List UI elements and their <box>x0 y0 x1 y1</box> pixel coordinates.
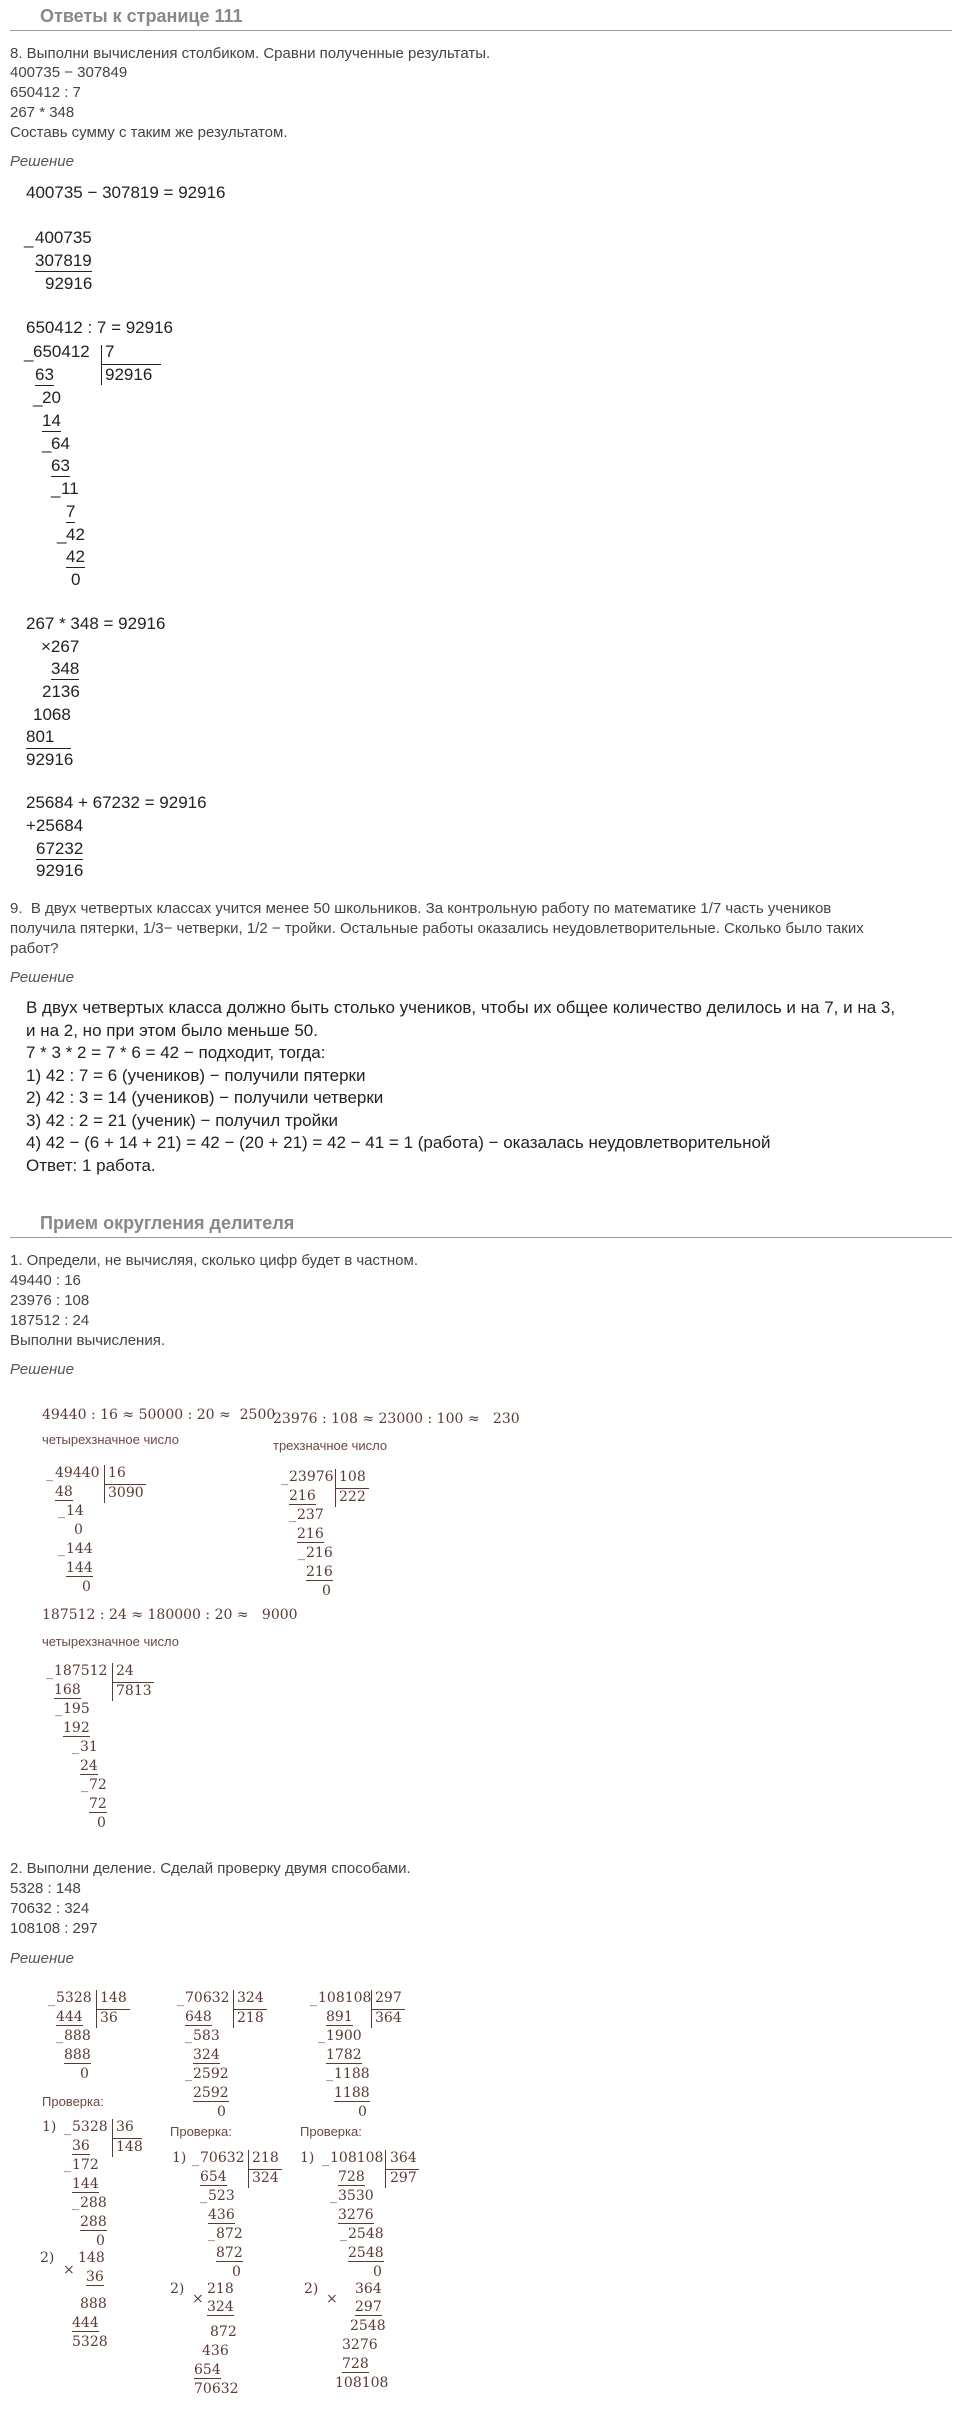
quotient: 92916 <box>105 365 153 384</box>
answer-line: 2) 42 : 3 = 14 (учеников) − получили четверки <box>26 1088 384 1107</box>
step: 2548 <box>348 2245 384 2261</box>
estimate: 23976 : 108 ≈ 23000 : 100 ≈ 230 <box>273 1411 520 1427</box>
number: 400735 <box>35 228 92 247</box>
minus-sign: _ <box>322 2151 329 2167</box>
number: 324 <box>207 2299 234 2315</box>
step: 888 <box>64 2028 91 2044</box>
task-text: 23976 : 108 <box>10 1292 90 1309</box>
partial-product: 436 <box>202 2343 229 2359</box>
step: 7 <box>66 502 76 521</box>
solution-label: Решение <box>10 1361 74 1378</box>
step: 36 <box>72 2138 90 2154</box>
partial-product: 728 <box>342 2356 369 2372</box>
minus-sign: _ <box>208 2226 215 2242</box>
dividend: 23976 <box>289 1469 334 1485</box>
step: 72 <box>89 1796 107 1812</box>
number: 67232 <box>36 839 84 858</box>
divisor: 324 <box>237 1990 264 2006</box>
number: 348 <box>51 659 80 678</box>
step: 583 <box>193 2028 220 2044</box>
task-text: 2. Выполни деление. Сделай проверку двумя способами. <box>10 1860 411 1877</box>
dividend: 650412 <box>33 342 90 361</box>
divisor: 16 <box>108 1465 126 1481</box>
step: 144 <box>66 1541 93 1557</box>
result: 92916 <box>36 861 84 880</box>
remainder: 0 <box>373 2264 382 2280</box>
task-text: 650412 : 7 <box>10 84 81 101</box>
quotient: 148 <box>116 2139 143 2155</box>
section-header <box>10 1209 952 1238</box>
minus-sign: _ <box>200 2188 207 2204</box>
minus-sign: _ <box>64 2157 71 2173</box>
result: 108108 <box>335 2375 389 2391</box>
step: 72 <box>89 1777 107 1793</box>
equation: 267 * 348 = 92916 <box>26 614 166 633</box>
step: 444 <box>56 2009 83 2025</box>
step: 1900 <box>326 2028 362 2044</box>
step-number: 1) <box>300 2150 315 2166</box>
minus-sign: _ <box>340 2226 347 2242</box>
task-text: 108108 : 297 <box>10 1920 98 1937</box>
step: 14 <box>66 1503 84 1519</box>
task-text: 400735 − 307849 <box>10 64 128 81</box>
step: 31 <box>80 1739 98 1755</box>
partial-product: 888 <box>80 2296 107 2312</box>
step: 42 <box>66 525 85 544</box>
step: 324 <box>193 2047 220 2063</box>
step: 42 <box>66 547 85 566</box>
step: 654 <box>200 2169 227 2185</box>
minus-sign: _ <box>177 1991 184 2007</box>
partial-product: 1068 <box>33 705 71 724</box>
task-text: 187512 : 24 <box>10 1312 90 1329</box>
dividend: 108108 <box>330 2150 384 2166</box>
number: 297 <box>355 2299 382 2315</box>
step: 888 <box>64 2047 91 2063</box>
minus-sign: _ <box>51 479 61 498</box>
divisor: 297 <box>375 1990 402 2006</box>
remainder: 0 <box>97 1815 106 1831</box>
minus-sign: _ <box>46 1466 53 1482</box>
equation: 650412 : 7 = 92916 <box>26 318 173 337</box>
minus-sign: _ <box>48 1991 55 2007</box>
remainder: 0 <box>217 2104 226 2120</box>
remainder: 0 <box>232 2264 241 2280</box>
step: 216 <box>306 1545 333 1561</box>
equation: 25684 + 67232 = 92916 <box>26 793 207 812</box>
step: 216 <box>306 1564 333 1580</box>
step: 14 <box>42 411 61 430</box>
step: 3530 <box>338 2188 374 2204</box>
minus-sign: _ <box>46 1664 53 1680</box>
step: 195 <box>63 1701 90 1717</box>
task-text: 1. Определи, не вычисляя, сколько цифр будет в частном. <box>10 1252 418 1269</box>
answer-line: 1) 42 : 7 = 6 (учеников) − получили пятерки <box>26 1066 366 1085</box>
estimate: 49440 : 16 ≈ 50000 : 20 ≈ 2500 <box>42 1407 276 1423</box>
step: 1188 <box>334 2085 370 2101</box>
task-text: 5328 : 148 <box>10 1880 81 1897</box>
dividend: 49440 <box>55 1465 100 1481</box>
minus-sign: _ <box>81 1777 88 1793</box>
task-text: получила пятерки, 1/3− четверки, 1/2 − тройки. Остальные работы оказались неудовлетворительные. Сколько было таких <box>10 920 864 937</box>
step: 168 <box>54 1682 81 1698</box>
step: 237 <box>297 1507 324 1523</box>
number: 148 <box>78 2250 105 2266</box>
task-text: 267 * 348 <box>10 104 75 121</box>
step: 144 <box>72 2176 99 2192</box>
result: 70632 <box>194 2381 239 2397</box>
minus-sign: _ <box>64 2120 71 2136</box>
dividend: 5328 <box>56 1990 92 2006</box>
estimate: 187512 : 24 ≈ 180000 : 20 ≈ 9000 <box>42 1607 298 1623</box>
multiply-sign: × <box>326 2291 338 2307</box>
partial-product: 872 <box>210 2324 237 2340</box>
remainder: 0 <box>358 2104 367 2120</box>
task-text: Составь сумму с таким же результатом. <box>10 124 288 141</box>
answer-line: 4) 42 − (6 + 14 + 21) = 42 − (20 + 21) = 42 − 41 = 1 (работа) − оказалась неудовлетворительной <box>26 1133 771 1152</box>
dividend: 5328 <box>72 2119 108 2135</box>
step: 64 <box>51 434 70 453</box>
remainder: 0 <box>96 2233 105 2249</box>
partial-product: 654 <box>194 2362 221 2378</box>
minus-sign: _ <box>57 525 67 544</box>
step: 11 <box>61 479 79 498</box>
quotient: 36 <box>100 2010 118 2026</box>
task-text: 49440 : 16 <box>10 1272 81 1289</box>
quotient: 222 <box>339 1489 366 1505</box>
minus-sign: _ <box>24 229 34 248</box>
step: 20 <box>42 388 61 407</box>
step: 2548 <box>348 2226 384 2242</box>
step: 436 <box>208 2207 235 2223</box>
step: 2592 <box>193 2085 229 2101</box>
number: 36 <box>86 2269 104 2285</box>
partial-product: 2136 <box>42 682 80 701</box>
solution-label: Решение <box>10 1950 74 1967</box>
check-label: Проверка: <box>170 2124 232 2139</box>
step: 288 <box>80 2214 107 2230</box>
step: 1188 <box>334 2066 370 2082</box>
minus-sign: _ <box>185 2028 192 2044</box>
number: +25684 <box>26 816 84 835</box>
step: 523 <box>208 2188 235 2204</box>
step: 24 <box>80 1758 98 1774</box>
minus-sign: _ <box>58 1541 65 1557</box>
check-label: Проверка: <box>42 2094 104 2109</box>
check-label: Проверка: <box>300 2124 362 2139</box>
step: 728 <box>338 2169 365 2185</box>
minus-sign: _ <box>281 1470 288 1486</box>
divisor: 36 <box>116 2119 134 2135</box>
division-bar <box>101 345 102 385</box>
divisor: 108 <box>339 1469 366 1485</box>
multiply-sign: × <box>192 2291 204 2307</box>
estimate-note: четырехзначное число <box>42 1634 180 1649</box>
remainder: 0 <box>322 1583 331 1599</box>
minus-sign: _ <box>326 2066 333 2082</box>
divisor: 7 <box>105 342 115 361</box>
step: 872 <box>216 2245 243 2261</box>
estimate-note: четырехзначное число <box>42 1432 180 1447</box>
step: 872 <box>216 2226 243 2242</box>
step: 216 <box>297 1526 324 1542</box>
step-number: 1) <box>42 2119 57 2135</box>
number: ×267 <box>41 637 80 656</box>
minus-sign: _ <box>72 1739 79 1755</box>
equation: 400735 − 307819 = 92916 <box>26 183 226 202</box>
divisor: 148 <box>100 1990 127 2006</box>
minus-sign: _ <box>58 1503 65 1519</box>
dividend: 70632 <box>200 2150 245 2166</box>
step: 216 <box>289 1488 316 1504</box>
solution-label: Решение <box>10 153 74 170</box>
minus-sign: _ <box>318 2028 325 2044</box>
minus-sign: _ <box>185 2066 192 2082</box>
quotient: 324 <box>252 2170 279 2186</box>
estimate-note: трехзначное число <box>273 1438 388 1453</box>
section-title: Ответы к странице 111 <box>40 6 243 26</box>
minus-sign: _ <box>33 388 43 407</box>
section-title: Прием округления делителя <box>40 1213 295 1233</box>
result: 5328 <box>72 2334 108 2350</box>
dividend: 70632 <box>185 1990 230 2006</box>
divisor: 218 <box>252 2150 279 2166</box>
task-text: Выполни вычисления. <box>10 1332 165 1349</box>
result: 92916 <box>45 274 93 293</box>
step: 192 <box>63 1720 90 1736</box>
remainder: 0 <box>82 1579 91 1595</box>
number: 307819 <box>35 251 92 270</box>
step: 63 <box>51 456 70 475</box>
step: 63 <box>35 365 54 384</box>
solution-label: Решение <box>10 969 74 986</box>
result: 92916 <box>26 750 74 769</box>
sum-line <box>26 748 71 749</box>
answer-line: и на 2, но при этом было меньше 50. <box>26 1021 318 1040</box>
answer-line: В двух четвертых класса должно быть столько учеников, чтобы их общее количество делилось и на 7, и на 3, <box>26 998 896 1017</box>
divisor: 24 <box>116 1663 134 1679</box>
dividend: 187512 <box>54 1663 108 1679</box>
remainder: 0 <box>71 570 81 589</box>
step: 1782 <box>326 2047 362 2063</box>
task-text: 9. В двух четвертых классах учится менее 50 школьников. За контрольную работу по математике 1/7 часть учеников <box>10 900 832 917</box>
answer-line: 7 * 3 * 2 = 7 * 6 = 42 − подходит, тогда: <box>26 1043 326 1062</box>
multiply-sign: × <box>63 2262 75 2278</box>
step: 891 <box>326 2009 353 2025</box>
minus-sign: _ <box>330 2188 337 2204</box>
step: 48 <box>55 1484 73 1500</box>
answer-line: 3) 42 : 2 = 21 (ученик) − получил тройки <box>26 1111 339 1130</box>
step-number: 2) <box>170 2281 185 2297</box>
minus-sign: _ <box>192 2151 199 2167</box>
step-number: 2) <box>304 2281 319 2297</box>
divisor: 364 <box>390 2150 417 2166</box>
quotient: 7813 <box>116 1683 152 1699</box>
number: 364 <box>355 2281 382 2297</box>
minus-sign: _ <box>55 1701 62 1717</box>
step: 2592 <box>193 2066 229 2082</box>
task-text: 70632 : 324 <box>10 1900 90 1917</box>
task-text: работ? <box>10 940 59 957</box>
step-number: 1) <box>172 2150 187 2166</box>
remainder: 0 <box>80 2066 89 2082</box>
minus-sign: _ <box>289 1507 296 1523</box>
minus-sign: _ <box>72 2195 79 2211</box>
task-text: 8. Выполни вычисления столбиком. Сравни полученные результаты. <box>10 45 491 62</box>
section-header <box>10 2 952 31</box>
quotient: 364 <box>375 2010 402 2026</box>
dividend: 108108 <box>318 1990 372 2006</box>
partial-product: 801 <box>26 727 55 746</box>
minus-sign: _ <box>24 343 34 362</box>
quotient: 3090 <box>108 1485 144 1501</box>
step: 144 <box>66 1560 93 1576</box>
step: 288 <box>80 2195 107 2211</box>
step: 172 <box>72 2157 99 2173</box>
answer-line: Ответ: 1 работа. <box>26 1156 156 1175</box>
step-number: 2) <box>40 2250 55 2266</box>
minus-sign: _ <box>298 1545 305 1561</box>
quotient: 297 <box>390 2170 417 2186</box>
minus-sign: _ <box>310 1991 317 2007</box>
partial-product: 444 <box>72 2315 99 2331</box>
partial-product: 2548 <box>350 2318 386 2334</box>
step: 648 <box>185 2009 212 2025</box>
minus-sign: _ <box>56 2028 63 2044</box>
step: 3276 <box>338 2207 374 2223</box>
number: 218 <box>207 2281 234 2297</box>
step: 0 <box>74 1522 83 1538</box>
quotient: 218 <box>237 2010 264 2026</box>
minus-sign: _ <box>42 434 52 453</box>
partial-product: 3276 <box>342 2337 378 2353</box>
